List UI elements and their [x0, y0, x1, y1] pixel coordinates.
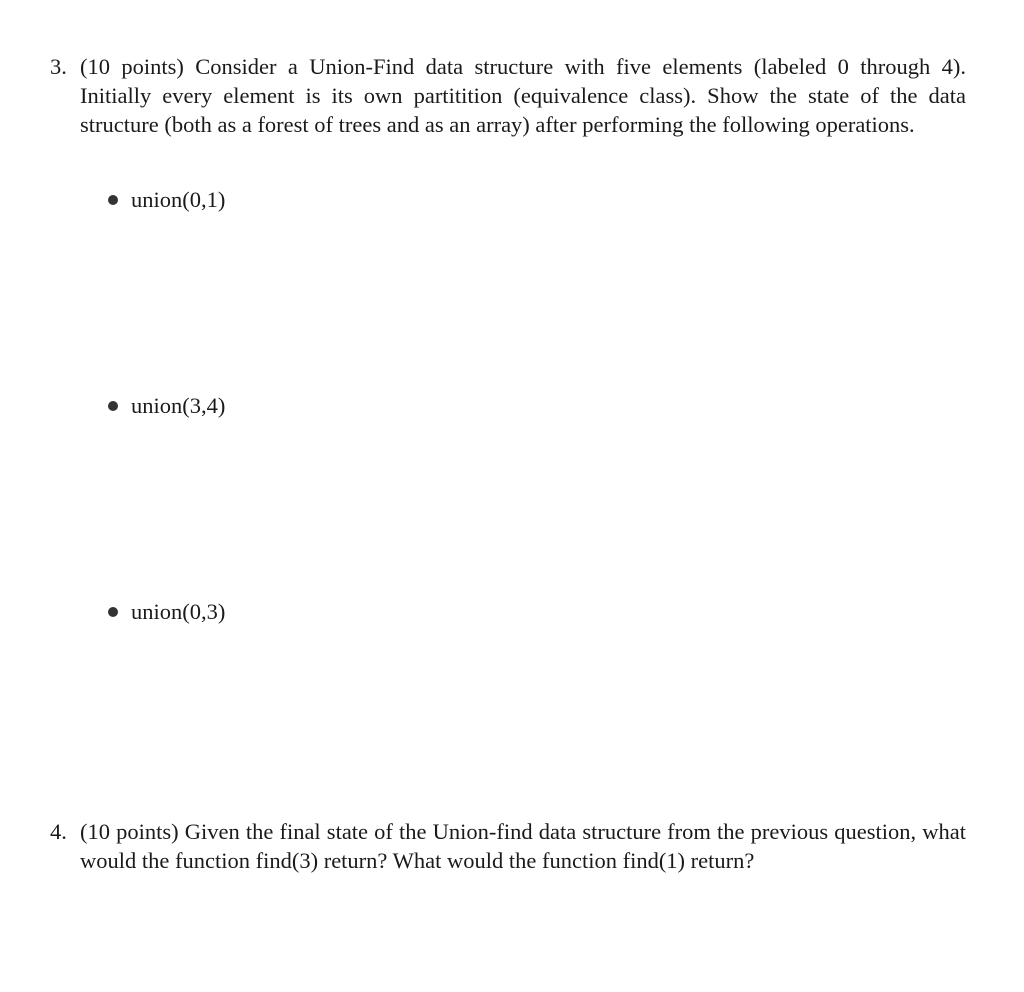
operation-item	[108, 597, 225, 626]
question-text: (10 points) Consider a Union-Find data structure with five elements (labeled 0 through 4). Initially every element is its own partitition (equivalence class). Show the state of the data structure (both as a forest of trees and as an array) after performing the following operations.	[80, 54, 966, 137]
bullet-icon	[108, 401, 118, 411]
operation-label: union(3,4)	[131, 393, 226, 418]
bullet-icon	[108, 195, 118, 205]
operation-item	[108, 391, 225, 420]
operation-label: union(0,3)	[131, 599, 226, 624]
question-number: 4.	[50, 819, 67, 844]
question-3	[50, 52, 966, 139]
question-text: (10 points) Given the final state of the Union-find data structure from the previous question, what would the function find(3) return? What would the function find(1) return?	[80, 819, 966, 873]
operation-item	[108, 185, 225, 214]
operation-label: union(0,1)	[131, 187, 226, 212]
question-number: 3.	[50, 54, 67, 79]
bullet-icon	[108, 607, 118, 617]
question-4	[50, 817, 966, 875]
